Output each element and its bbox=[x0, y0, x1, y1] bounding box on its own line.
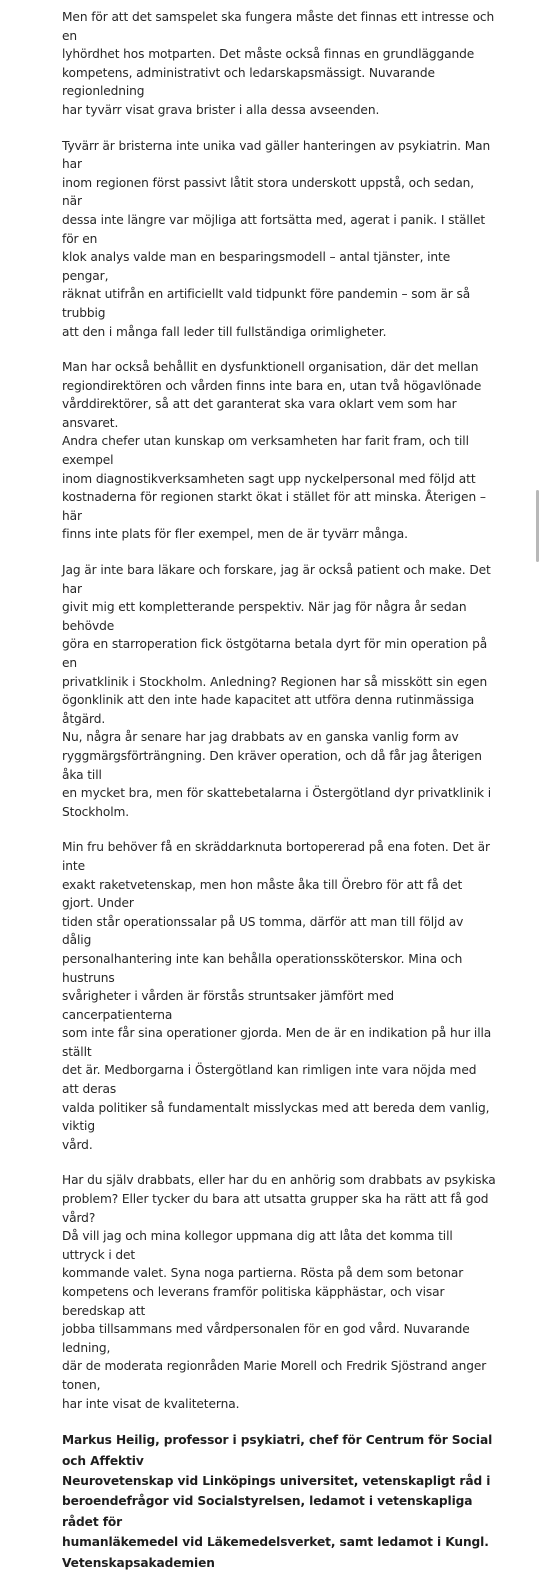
article-paragraph-5: Min fru behöver få en skräddarknuta bortopererad på ena foten. Det är inte exakt raketvetenskap, men hon måste åka till Örebro för att få det gjort. Under tiden står operationssalar på US tomma, därför att man till följd av dålig personalhantering inte kan behålla operationssköterskor. Mina och hustruns svårigheter i vården är förstås struntsaker jämfört med cancerpatienterna som inte får sina operationer gjorda. Men de är en indikation på hur illa ställt det är. Medborgarna i Östergötland kan rimligen inte vara nöjda med att deras valda politiker så fundamentalt misslyckas med att bereda dem vanlig, viktig vård. bbox=[62, 840, 492, 1152]
article-body bbox=[62, 8, 496, 1573]
author-signature: Markus Heilig, professor i psykiatri, chef för Centrum för Social och Affektiv Neurovetenskap vid Linköpings universitet, vetenskapligt råd i beroendefrågor vid Socialstyrelsen, ledamot i vetenskapliga rådet för humanläkemedel vid Läkemedelsverket, samt ledamot i Kungl. Vetenskapsakademien bbox=[62, 1433, 493, 1570]
article-paragraph-4: Jag är inte bara läkare och forskare, jag är också patient och make. Det har givit mig ett kompletterande perspektiv. När jag för några år sedan behövde göra en starroperation fick östgötarna betala dyrt för min operation på en privatklinik i Stockholm. Anledning? Regionen har så misskött sin egen ögonklinik att den inte hade kapacitet att utföra denna rutinmässiga åtgärd. Nu, några år senare har jag drabbats av en ganska vanlig form av ryggmärgsförträngning. Den kräver operation, och då får jag återigen åka till en mycket bra, men för skattebetalarna i Östergötland dyr privatklinik i Stockholm. bbox=[62, 563, 492, 819]
article-paragraph-1: Men för att det samspelet ska fungera måste det finnas ett intresse och en lyhördhet hos motparten. Det måste också finnas en grundläggande kompetens, administrativt och ledarskapsmässigt. Nuvarande regionledning har tyvärr visat grava brister i alla dessa avseenden. bbox=[62, 10, 495, 117]
article-paragraph-6: Har du själv drabbats, eller har du en anhörig som drabbats av psykiska problem? Eller tycker du bara att utsatta grupper ska ha rätt att få god vård? Då vill jag och mina kollegor uppmana dig att låta det komma till uttryck i det kommande valet. Syna noga partierna. Rösta på dem som betonar kompetens och leverans framför politiska käpphästar, och visar beredskap att jobba tillsammans med vårdpersonalen för en god vård. Nuvarande ledning, där de moderata regionråden Marie Morell och Fredrik Sjöstrand anger tonen, har inte visat de kvaliteterna. bbox=[62, 1173, 496, 1411]
article-paragraph-2: Tyvärr är bristerna inte unika vad gäller hanteringen av psykiatrin. Man har inom regionen först passivt låtit stora underskott uppstå, och sedan, när dessa inte längre var möjliga att fortsätta med, agerat i panik. I stället för en klok analys valde man en besparingsmodell – antal tjänster, inte pengar, räknat utifrån en artificiellt vald tidpunkt före pandemin – som är så trubbig att den i många fall leder till fullständiga orimligheter. bbox=[62, 138, 491, 339]
article-paragraph-3: Man har också behållit en dysfunktionell organisation, där det mellan regiondirektören och vården finns inte bara en, utan två högavlönade vårddirektörer, så att det garanterat ska vara oklart vem som har ansvaret. Andra chefer utan kunskap om verksamheten har farit fram, och till exempel inom diagnostikverksamheten sagt upp nyckelpersonal med följd att kostnaderna för regionen starkt ökat i stället för att minska. Återigen – här finns inte plats för fler exempel, men de är tyvärr många. bbox=[62, 360, 486, 542]
scrollbar-thumb[interactable] bbox=[536, 490, 539, 562]
